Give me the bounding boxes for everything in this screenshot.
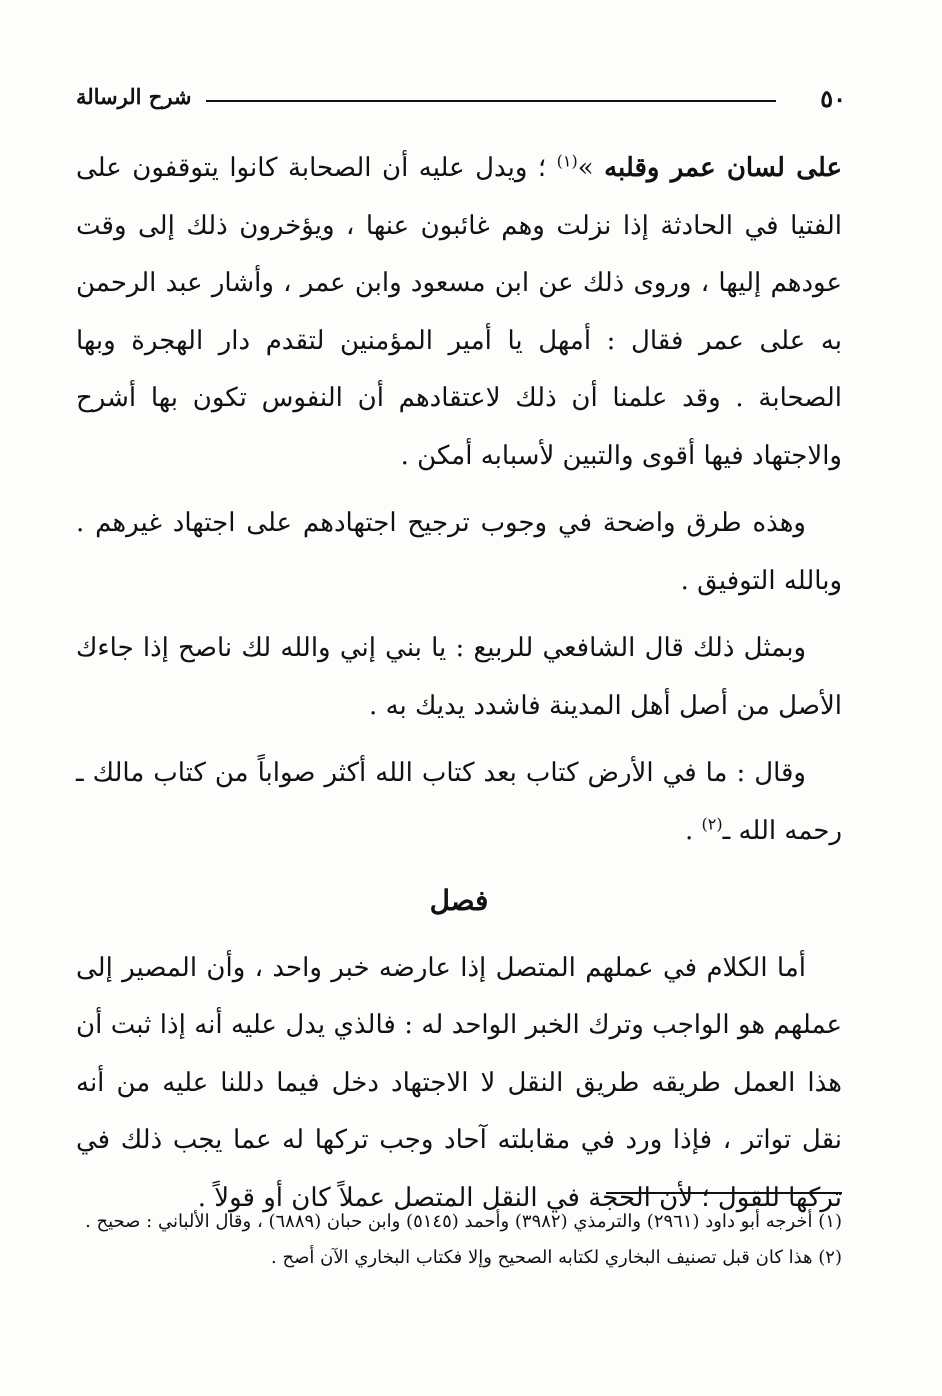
page-header	[76, 84, 846, 118]
footnote-ref-1: (١)	[556, 151, 578, 171]
section-heading: فصل	[429, 884, 489, 917]
paragraph-5: أما الكلام في عملهم المتصل إذا عارضه خبر واحد ، وأن المصير إلى عملهم هو الواجب وترك الخبر الواحد له : فالذي يدل عليه أنه إذا ثبت أن هذا العمل طريقه طريق النقل لا الاجتهاد دخل فيما دللنا عليه من أنه نقل تواتر ، فإذا ورد في مقابلته آحاد وجب تركها له عما يجب ذلك في تركها للقول ؛ لأن الحجة في النقل المتصل عملاً كان أو قولاً .	[76, 952, 842, 1213]
footnote-2: (٢) هذا كان قبل تصنيف البخاري لكتابه الصحيح وإلا فكتاب البخاري الآن أصح .	[271, 1247, 842, 1268]
paragraph-4-end: .	[684, 815, 702, 846]
footnote-ref-2: (٢)	[701, 813, 723, 833]
paragraph-3: وبمثل ذلك قال الشافعي للربيع : يا بني إني والله لك ناصح إذا جاءك الأصل من أصل أهل المدينة فاشدد يديك به .	[76, 633, 842, 721]
footnotes	[76, 1204, 842, 1276]
quote-mark: »	[577, 153, 605, 183]
footnote-1: (١) أخرجه أبو داود (٢٩٦١) والترمذي (٣٩٨٢) وأحمد (٥١٤٥) وابن حبان (٦٨٨٩) ، وقال الألباني : صحيح .	[85, 1211, 842, 1232]
footnote-separator	[606, 1192, 842, 1194]
page-number: ٥٠	[820, 84, 846, 113]
paragraph-1-text: ؛ ويدل عليه أن الصحابة كانوا يتوقفون على الفتيا في الحادثة إذا نزلت وهم غائبون عنها ، ويؤخرون ذلك إلى وقت عودهم إليها ، وروى ذلك عن ابن مسعود وابن عمر ، وأشار عبد الرحمن به على عمر فقال : أمهل يا أمير المؤمنين لتقدم دار الهجرة وبها الصحابة . وقد علمنا أن ذلك لاعتقادهم أن النفوس تكون بها أشرح والاجتهاد فيها أقوى والتبين لأسبابه أمكن .	[76, 153, 842, 471]
paragraph-2: وهذه طرق واضحة في وجوب ترجيح اجتهادهم على اجتهاد غيرهم . وبالله التوفيق .	[76, 508, 842, 596]
paragraph-4-text: وقال : ما في الأرض كتاب بعد كتاب الله أكثر صواباً من كتاب مالك ـ رحمه الله ـ	[76, 758, 842, 846]
bold-phrase: على لسان عمر وقلبه	[604, 153, 842, 183]
main-text	[76, 140, 842, 1227]
running-title: شرح الرسالة	[76, 84, 192, 109]
header-rule	[206, 100, 776, 102]
paragraph-1	[76, 140, 842, 485]
paragraph-4	[76, 745, 842, 860]
